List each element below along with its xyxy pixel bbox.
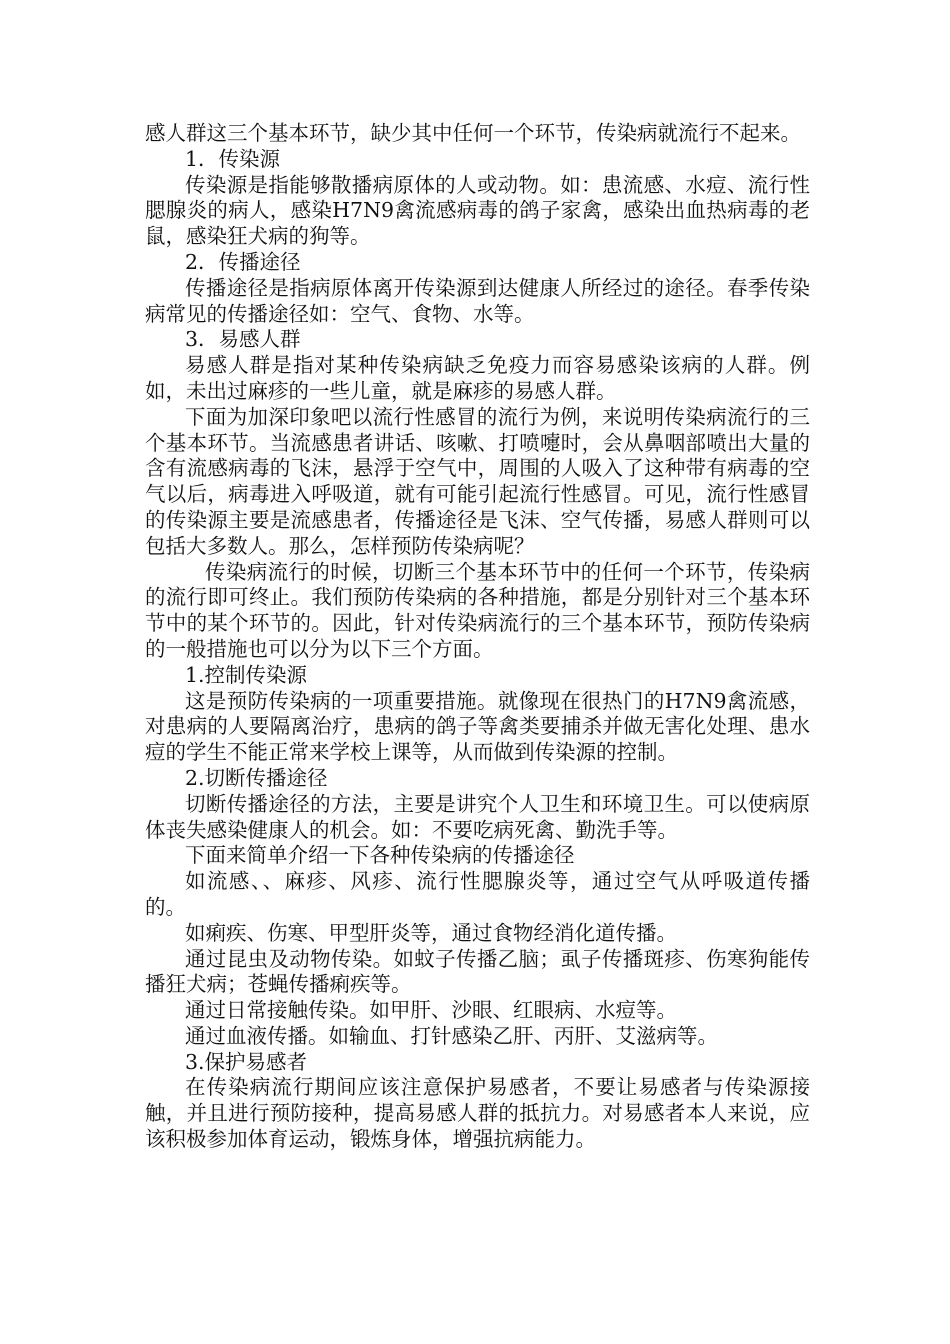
paragraph: 传染病流行的时候，切断三个基本环节中的任何一个环节，传染病的流行即可终止。我们预防传染病的各种措施，都是分别针对三个基本环节中的某个环节的。因此，针对传染病流行的三个基本环节，预防传染病的一般措施也可以分为以下三个方面。 xyxy=(145,559,810,661)
section-heading: 1．传染源 xyxy=(185,146,281,171)
paragraph: 这是预防传染病的一项重要措施。就像现在很热门的H7N9禽流感，对患病的人要隔离治疗，患病的鸽子等禽类要捕杀并做无害化处理、患水痘的学生不能正常来学校上课等，从而做到传染源的控制。 xyxy=(145,688,810,765)
paragraph: 传染源是指能够散播病原体的人或动物。如：患流感、水痘、流行性腮腺炎的病人，感染H7N9禽流感病毒的鸽子家禽，感染出血热病毒的老鼠，感染狂犬病的狗等。 xyxy=(145,172,810,249)
section-heading: 1.控制传染源 xyxy=(185,662,308,687)
document-page xyxy=(145,121,810,1153)
paragraph: 易感人群是指对某种传染病缺乏免疫力而容易感染该病的人群。例如，未出过麻疹的一些儿童，就是麻疹的易感人群。 xyxy=(145,353,810,403)
paragraph: 通过日常接触传染。如甲肝、沙眼、红眼病、水痘等。 xyxy=(185,998,677,1023)
paragraph: 下面来简单介绍一下各种传染病的传播途径 xyxy=(185,843,575,868)
paragraph: 如流感、、麻疹、风疹、流行性腮腺炎等，通过空气从呼吸道传播的。 xyxy=(145,869,810,919)
paragraph: 感人群这三个基本环节，缺少其中任何一个环节，传染病就流行不起来。 xyxy=(145,121,801,145)
paragraph: 通过昆虫及动物传染。如蚊子传播乙脑；虱子传播斑疹、伤寒狗能传播狂犬病；苍蝇传播痢疾等。 xyxy=(145,946,810,997)
section-heading: 2.切断传播途径 xyxy=(185,765,328,790)
section-heading: 3．易感人群 xyxy=(185,327,301,352)
paragraph: 如痢疾、伤寒、甲型肝炎等，通过食物经消化道传播。 xyxy=(185,920,677,945)
paragraph: 传播途径是指病原体离开传染源到达健康人所经过的途径。春季传染病常见的传播途径如：空气、食物、水等。 xyxy=(145,275,810,326)
section-heading: 3.保护易感者 xyxy=(185,1049,308,1074)
paragraph: 通过血液传播。如输血、打针感染乙肝、丙肝、艾滋病等。 xyxy=(185,1023,718,1048)
paragraph: 下面为加深印象吧以流行性感冒的流行为例，来说明传染病流行的三个基本环节。当流感患者讲话、咳嗽、打喷嚏时，会从鼻咽部喷出大量的含有流感病毒的飞沫，悬浮于空气中，周围的人吸入了这种带有病毒的空气以后，病毒进入呼吸道，就有可能引起流行性感冒。可见，流行性感冒的传染源主要是流感患者，传播途径是飞沫、空气传播，易感人群则可以包括大多数人。那么，怎样预防传染病呢？ xyxy=(145,404,810,558)
section-heading: 2．传播途径 xyxy=(185,249,301,274)
paragraph: 在传染病流行期间应该注意保护易感者，不要让易感者与传染源接触，并且进行预防接种，提高易感人群的抵抗力。对易感者本人来说，应该积极参加体育运动，锻炼身体，增强抗病能力。 xyxy=(145,1075,810,1152)
paragraph: 切断传播途径的方法，主要是讲究个人卫生和环境卫生。可以使病原体丧失感染健康人的机会。如：不要吃病死禽、勤洗手等。 xyxy=(145,791,810,842)
